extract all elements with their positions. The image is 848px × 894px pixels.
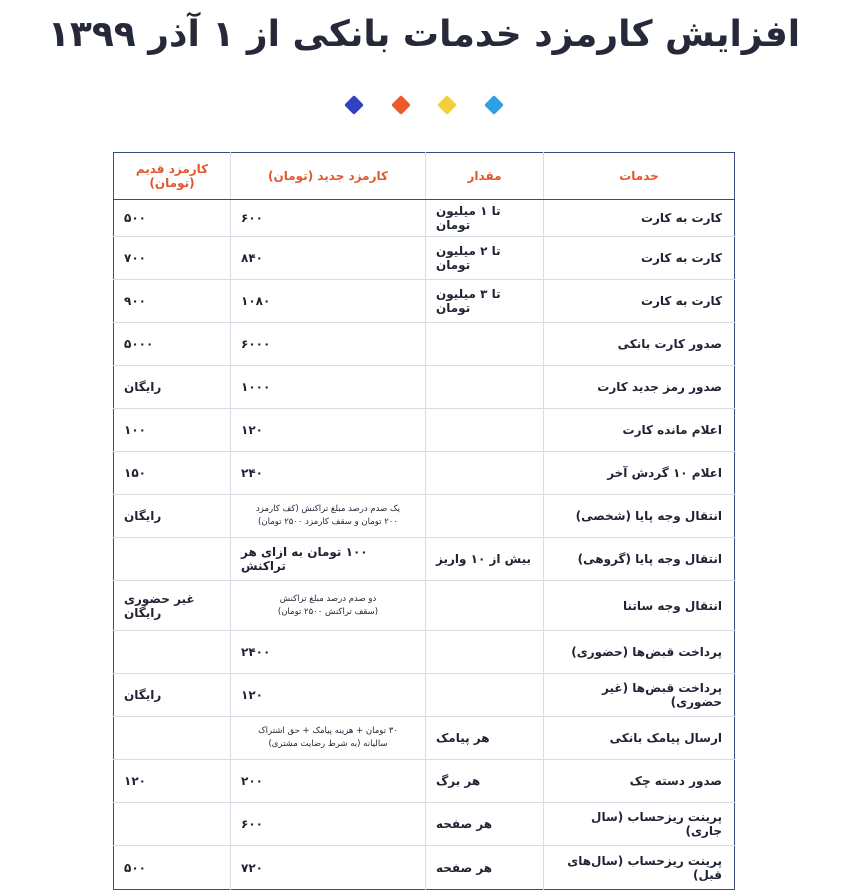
fee-table-container [113,152,734,890]
decor-diamonds [0,95,848,115]
cell-new-fee-line: سالیانه (به شرط رضایت مشتری) [268,739,388,749]
cell-amount: هر پیامک [426,717,544,760]
table-row [114,674,735,717]
cell-new-fee-line: دو صدم درصد مبلغ تراکنش [279,593,377,604]
cell-new-fee: ۲۴۰ [231,452,426,495]
diamond-icon [484,95,504,115]
cell-new-fee-line: یک صدم درصد مبلغ تراکنش (کف کارمزد [256,504,400,514]
table-row [114,717,735,760]
cell-old-fee: ۱۵۰ [114,452,231,495]
cell-service: کارت به کارت [544,237,735,280]
table-row [114,581,735,631]
cell-service: انتقال وجه پایا (گروهی) [544,538,735,581]
cell-old-fee [114,631,231,674]
cell-amount [426,674,544,717]
cell-service: اعلام ۱۰ گردش آخر [544,452,735,495]
cell-new-fee [231,581,426,631]
cell-old-fee: ۹۰۰ [114,280,231,323]
table-header-row [114,153,735,200]
header-new-fee: کارمزد جدید (تومان) [231,153,426,200]
table-row [114,495,735,538]
table-row [114,803,735,846]
cell-amount [426,366,544,409]
cell-new-fee: ۱۲۰ [231,674,426,717]
cell-amount: هر برگ [426,760,544,803]
cell-amount: بیش از ۱۰ واریز [426,538,544,581]
cell-service: کارت به کارت [544,280,735,323]
header-old-fee: کارمزد قدیم (تومان) [114,153,231,200]
table-row [114,200,735,237]
table-body [114,200,735,890]
cell-service: انتقال وجه پایا (شخصی) [544,495,735,538]
cell-old-fee: رایگان [114,674,231,717]
cell-service: صدور کارت بانکی [544,323,735,366]
cell-new-fee: ۱۰۸۰ [231,280,426,323]
cell-old-fee [114,803,231,846]
table-row [114,538,735,581]
cell-old-fee [114,538,231,581]
cell-new-fee: ۶۰۰۰ [231,323,426,366]
fee-table [113,152,735,890]
cell-new-fee [231,495,426,538]
table-row [114,323,735,366]
table-row [114,846,735,890]
header-service: خدمات [544,153,735,200]
cell-new-fee: ۱۰۰ تومان به ازای هر تراکنش [231,538,426,581]
cell-service: انتقال وجه ساتنا [544,581,735,631]
page-title: افزایش کارمزد خدمات بانکی از ۱ آذر ۱۳۹۹ [47,14,801,55]
cell-new-fee [231,717,426,760]
cell-service: صدور رمز جدید کارت [544,366,735,409]
cell-new-fee: ۲۰۰ [231,760,426,803]
cell-old-fee: رایگان [114,366,231,409]
table-row [114,409,735,452]
cell-new-fee-line: ۳۰ تومان + هزینه پیامک + حق اشتراک [258,726,398,736]
cell-service: پرداخت قبض‌ها (غیر حضوری) [544,674,735,717]
diamond-icon [344,95,364,115]
cell-old-fee: ۵۰۰ [114,846,231,890]
cell-new-fee: ۸۴۰ [231,237,426,280]
cell-service: اعلام مانده کارت [544,409,735,452]
cell-new-fee: ۶۰۰ [231,200,426,237]
cell-amount [426,409,544,452]
cell-amount [426,581,544,631]
cell-amount: تا ۲ میلیون تومان [426,237,544,280]
cell-service: صدور دسته چک [544,760,735,803]
table-row [114,760,735,803]
table-row [114,631,735,674]
cell-service: ارسال پیامک بانکی [544,717,735,760]
cell-new-fee: ۱۰۰۰ [231,366,426,409]
cell-new-fee: ۷۲۰ [231,846,426,890]
cell-service: کارت به کارت [544,200,735,237]
cell-new-fee-line: (سقف تراکنش ۲۵۰۰ تومان) [277,606,379,617]
diamond-icon [437,95,457,115]
table-row [114,366,735,409]
cell-amount [426,631,544,674]
cell-old-fee: رایگان [114,495,231,538]
cell-amount: هر صفحه [426,803,544,846]
cell-amount: تا ۳ میلیون تومان [426,280,544,323]
cell-amount: هر صفحه [426,846,544,890]
cell-old-fee: ۱۰۰ [114,409,231,452]
cell-service: پرداخت قبض‌ها (حضوری) [544,631,735,674]
cell-new-fee: ۲۴۰۰ [231,631,426,674]
table-row [114,452,735,495]
cell-service: پرینت ریزحساب (سال جاری) [544,803,735,846]
table-row [114,237,735,280]
diamond-icon [391,95,411,115]
cell-old-fee: ۱۲۰ [114,760,231,803]
cell-service: پرینت ریزحساب (سال‌های قبل) [544,846,735,890]
cell-amount [426,452,544,495]
cell-old-fee: ۵۰۰ [114,200,231,237]
header-amount: مقدار [426,153,544,200]
cell-new-fee-line: ۲۰۰ تومان و سقف کارمزد ۲۵۰۰ تومان) [258,517,398,527]
cell-amount [426,495,544,538]
cell-old-fee: غیر حضوری رایگان [114,581,231,631]
cell-new-fee: ۶۰۰ [231,803,426,846]
cell-old-fee [114,717,231,760]
cell-old-fee: ۷۰۰ [114,237,231,280]
cell-amount: تا ۱ میلیون تومان [426,200,544,237]
table-row [114,280,735,323]
cell-amount [426,323,544,366]
cell-new-fee: ۱۲۰ [231,409,426,452]
cell-old-fee: ۵۰۰۰ [114,323,231,366]
